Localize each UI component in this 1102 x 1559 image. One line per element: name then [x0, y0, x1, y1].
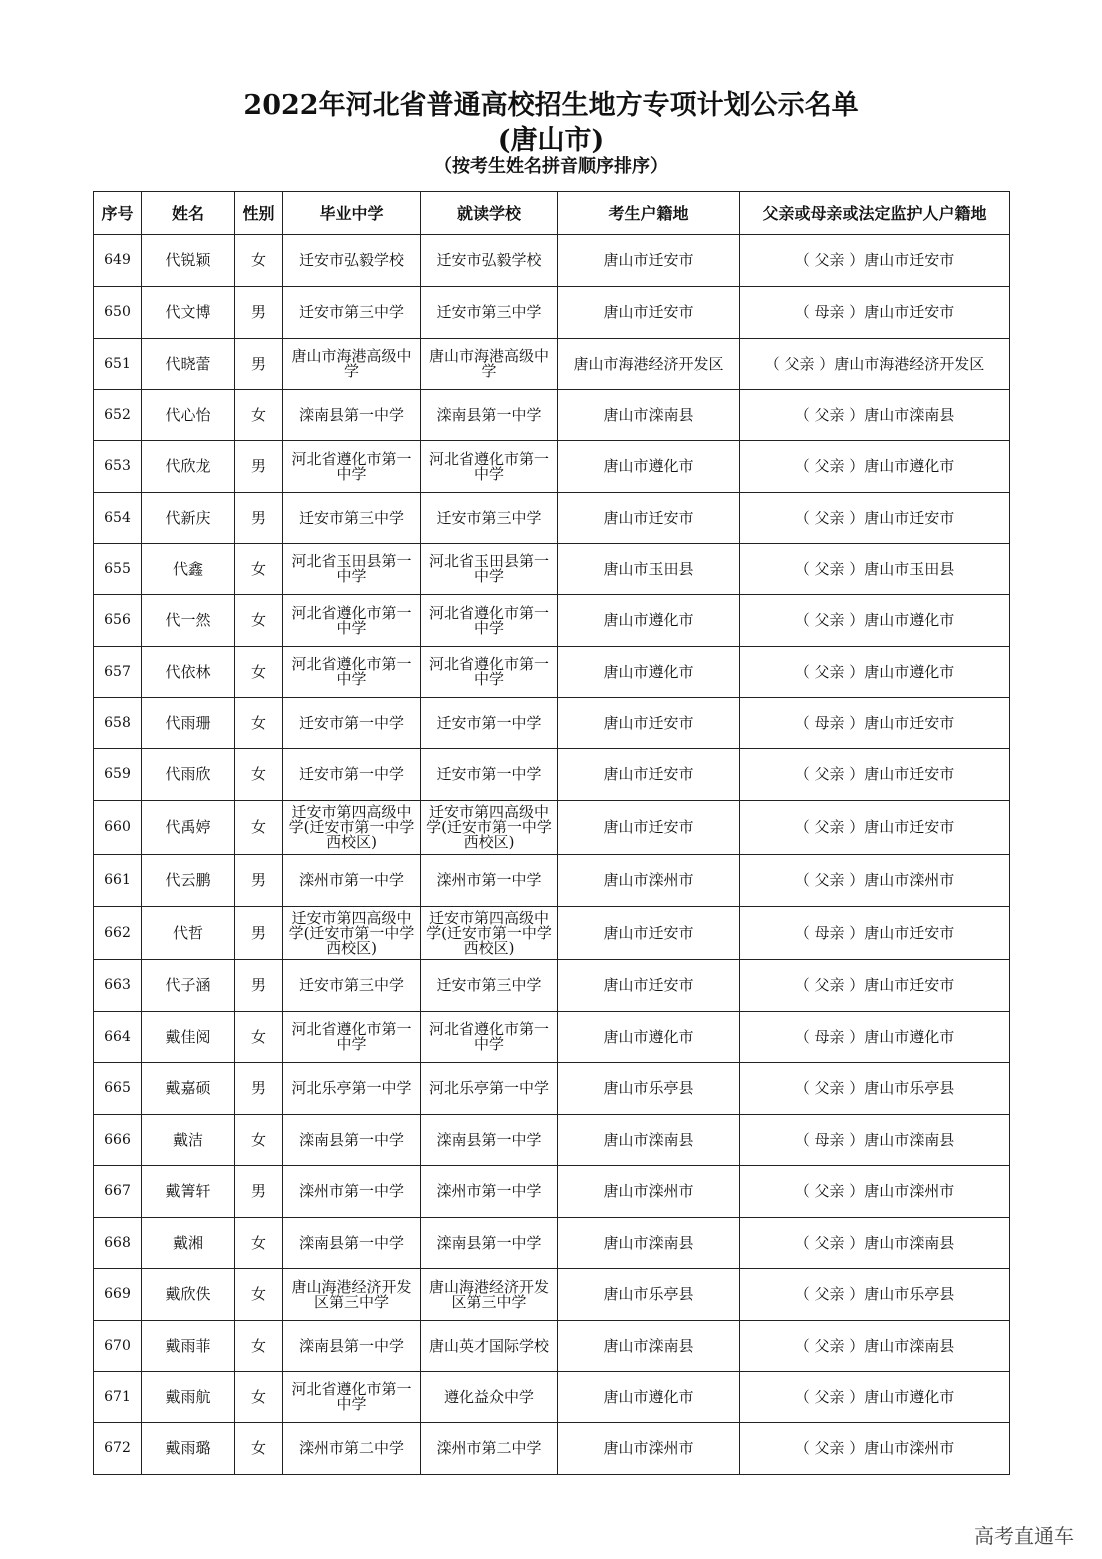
- cell-gender: 女: [235, 595, 283, 647]
- cell-current-school: 河北省玉田县第一中学: [421, 544, 558, 595]
- cell-graduation-school: 滦南县第一中学: [283, 1115, 421, 1166]
- table-row: [94, 1269, 1010, 1321]
- cell-current-school: 迁安市第四高级中学(迁安市第一中学西校区): [421, 907, 558, 960]
- cell-graduation-school: 迁安市第四高级中学(迁安市第一中学西校区): [283, 907, 421, 960]
- table-row: [94, 1166, 1010, 1218]
- cell-guardian-hukou: （ 母亲 ）唐山市迁安市: [740, 287, 1010, 339]
- roster-table: [93, 191, 1010, 1475]
- column-header-guardian-hukou: 父亲或母亲或法定监护人户籍地: [740, 192, 1010, 235]
- cell-student-hukou: 唐山市滦州市: [558, 855, 740, 907]
- column-header-name: 姓名: [142, 192, 235, 235]
- cell-name: 戴雨航: [142, 1372, 235, 1423]
- cell-gender: 女: [235, 390, 283, 441]
- cell-graduation-school: 滦南县第一中学: [283, 1218, 421, 1269]
- cell-name: 戴嘉硕: [142, 1063, 235, 1115]
- cell-student-hukou: 唐山市遵化市: [558, 647, 740, 698]
- cell-current-school: 迁安市第三中学: [421, 960, 558, 1012]
- cell-index: 655: [94, 544, 142, 595]
- cell-index: 650: [94, 287, 142, 339]
- cell-name: 代锐颖: [142, 235, 235, 287]
- cell-guardian-hukou: （ 父亲 ）唐山市迁安市: [740, 235, 1010, 287]
- cell-student-hukou: 唐山市迁安市: [558, 749, 740, 801]
- cell-index: 669: [94, 1269, 142, 1321]
- cell-gender: 女: [235, 1012, 283, 1063]
- cell-name: 戴雨菲: [142, 1321, 235, 1372]
- cell-current-school: 滦州市第一中学: [421, 855, 558, 907]
- cell-graduation-school: 滦州市第二中学: [283, 1423, 421, 1475]
- cell-student-hukou: 唐山市滦南县: [558, 390, 740, 441]
- cell-guardian-hukou: （ 母亲 ）唐山市遵化市: [740, 1012, 1010, 1063]
- table-row: [94, 595, 1010, 647]
- cell-index: 658: [94, 698, 142, 749]
- cell-current-school: 河北省遵化市第一中学: [421, 595, 558, 647]
- cell-index: 657: [94, 647, 142, 698]
- cell-name: 代文博: [142, 287, 235, 339]
- cell-index: 663: [94, 960, 142, 1012]
- table-row: [94, 1012, 1010, 1063]
- cell-index: 661: [94, 855, 142, 907]
- cell-guardian-hukou: （ 母亲 ）唐山市迁安市: [740, 907, 1010, 960]
- cell-graduation-school: 迁安市第三中学: [283, 287, 421, 339]
- table-row: [94, 441, 1010, 493]
- page-subtitle-sort-note: （按考生姓名拼音顺序排序）: [434, 156, 668, 177]
- cell-student-hukou: 唐山市迁安市: [558, 960, 740, 1012]
- cell-guardian-hukou: （ 父亲 ）唐山市遵化市: [740, 647, 1010, 698]
- cell-name: 代雨珊: [142, 698, 235, 749]
- table-row: [94, 1115, 1010, 1166]
- cell-current-school: 遵化益众中学: [421, 1372, 558, 1423]
- column-header-graduation-school: 毕业中学: [283, 192, 421, 235]
- cell-student-hukou: 唐山市迁安市: [558, 698, 740, 749]
- cell-guardian-hukou: （ 父亲 ）唐山市遵化市: [740, 1372, 1010, 1423]
- cell-graduation-school: 滦南县第一中学: [283, 390, 421, 441]
- cell-guardian-hukou: （ 父亲 ）唐山市迁安市: [740, 960, 1010, 1012]
- table-row: [94, 647, 1010, 698]
- table-row: [94, 390, 1010, 441]
- cell-index: 659: [94, 749, 142, 801]
- cell-current-school: 河北省遵化市第一中学: [421, 1012, 558, 1063]
- cell-name: 代雨欣: [142, 749, 235, 801]
- cell-guardian-hukou: （ 父亲 ）唐山市滦南县: [740, 1218, 1010, 1269]
- cell-graduation-school: 河北省遵化市第一中学: [283, 441, 421, 493]
- cell-gender: 女: [235, 1218, 283, 1269]
- table-row: [94, 339, 1010, 390]
- cell-gender: 女: [235, 801, 283, 855]
- cell-name: 代依林: [142, 647, 235, 698]
- cell-student-hukou: 唐山市遵化市: [558, 1372, 740, 1423]
- cell-index: 652: [94, 390, 142, 441]
- cell-gender: 女: [235, 647, 283, 698]
- cell-graduation-school: 滦南县第一中学: [283, 1321, 421, 1372]
- cell-graduation-school: 迁安市第三中学: [283, 493, 421, 544]
- cell-current-school: 迁安市第三中学: [421, 287, 558, 339]
- cell-guardian-hukou: （ 父亲 ）唐山市遵化市: [740, 441, 1010, 493]
- cell-gender: 女: [235, 1269, 283, 1321]
- cell-graduation-school: 迁安市弘毅学校: [283, 235, 421, 287]
- cell-name: 代心怡: [142, 390, 235, 441]
- cell-guardian-hukou: （ 父亲 ）唐山市滦南县: [740, 390, 1010, 441]
- cell-index: 662: [94, 907, 142, 960]
- cell-gender: 女: [235, 1321, 283, 1372]
- table-row: [94, 287, 1010, 339]
- cell-guardian-hukou: （ 父亲 ）唐山市海港经济开发区: [740, 339, 1010, 390]
- cell-index: 654: [94, 493, 142, 544]
- cell-student-hukou: 唐山市遵化市: [558, 1012, 740, 1063]
- cell-graduation-school: 河北乐亭第一中学: [283, 1063, 421, 1115]
- cell-index: 672: [94, 1423, 142, 1475]
- cell-name: 戴欣佚: [142, 1269, 235, 1321]
- cell-gender: 女: [235, 698, 283, 749]
- cell-gender: 男: [235, 493, 283, 544]
- table-row: [94, 801, 1010, 855]
- cell-current-school: 迁安市第一中学: [421, 698, 558, 749]
- cell-index: 665: [94, 1063, 142, 1115]
- cell-current-school: 河北省遵化市第一中学: [421, 647, 558, 698]
- cell-graduation-school: 滦州市第一中学: [283, 855, 421, 907]
- table-row: [94, 907, 1010, 960]
- column-header-student-hukou: 考生户籍地: [558, 192, 740, 235]
- cell-name: 戴雨璐: [142, 1423, 235, 1475]
- cell-name: 代鑫: [142, 544, 235, 595]
- cell-student-hukou: 唐山市迁安市: [558, 287, 740, 339]
- cell-student-hukou: 唐山市滦南县: [558, 1321, 740, 1372]
- cell-student-hukou: 唐山市乐亭县: [558, 1063, 740, 1115]
- cell-name: 代一然: [142, 595, 235, 647]
- cell-student-hukou: 唐山市海港经济开发区: [558, 339, 740, 390]
- table-row: [94, 1218, 1010, 1269]
- cell-student-hukou: 唐山市滦州市: [558, 1423, 740, 1475]
- cell-name: 代欣龙: [142, 441, 235, 493]
- cell-student-hukou: 唐山市迁安市: [558, 493, 740, 544]
- cell-guardian-hukou: （ 父亲 ）唐山市滦州市: [740, 855, 1010, 907]
- cell-current-school: 河北省遵化市第一中学: [421, 441, 558, 493]
- cell-graduation-school: 河北省遵化市第一中学: [283, 1012, 421, 1063]
- cell-guardian-hukou: （ 母亲 ）唐山市滦南县: [740, 1115, 1010, 1166]
- cell-name: 戴洁: [142, 1115, 235, 1166]
- column-header-index: 序号: [94, 192, 142, 235]
- cell-current-school: 迁安市第一中学: [421, 749, 558, 801]
- table-row: [94, 1321, 1010, 1372]
- cell-index: 670: [94, 1321, 142, 1372]
- cell-student-hukou: 唐山市遵化市: [558, 595, 740, 647]
- table-row: [94, 1372, 1010, 1423]
- cell-student-hukou: 唐山市迁安市: [558, 907, 740, 960]
- table-row: [94, 1423, 1010, 1475]
- cell-graduation-school: 滦州市第一中学: [283, 1166, 421, 1218]
- table-row: [94, 698, 1010, 749]
- cell-student-hukou: 唐山市迁安市: [558, 235, 740, 287]
- cell-gender: 男: [235, 287, 283, 339]
- cell-index: 660: [94, 801, 142, 855]
- page-subtitle-city: (唐山市): [497, 125, 605, 156]
- cell-current-school: 滦州市第一中学: [421, 1166, 558, 1218]
- cell-graduation-school: 河北省玉田县第一中学: [283, 544, 421, 595]
- cell-gender: 女: [235, 544, 283, 595]
- cell-student-hukou: 唐山市乐亭县: [558, 1269, 740, 1321]
- cell-guardian-hukou: （ 父亲 ）唐山市滦州市: [740, 1166, 1010, 1218]
- cell-index: 651: [94, 339, 142, 390]
- cell-graduation-school: 迁安市第一中学: [283, 749, 421, 801]
- cell-graduation-school: 唐山市海港高级中学: [283, 339, 421, 390]
- cell-name: 代晓蕾: [142, 339, 235, 390]
- page-title: 2022年河北省普通高校招生地方专项计划公示名单: [243, 90, 859, 121]
- cell-name: 戴箐轩: [142, 1166, 235, 1218]
- cell-graduation-school: 唐山海港经济开发区第三中学: [283, 1269, 421, 1321]
- cell-index: 664: [94, 1012, 142, 1063]
- cell-gender: 男: [235, 960, 283, 1012]
- table-row: [94, 235, 1010, 287]
- cell-guardian-hukou: （ 父亲 ）唐山市玉田县: [740, 544, 1010, 595]
- cell-index: 666: [94, 1115, 142, 1166]
- cell-current-school: 滦南县第一中学: [421, 1115, 558, 1166]
- table-header-row: [94, 192, 1010, 235]
- cell-name: 代禹婷: [142, 801, 235, 855]
- cell-gender: 男: [235, 855, 283, 907]
- cell-current-school: 迁安市第四高级中学(迁安市第一中学西校区): [421, 801, 558, 855]
- cell-graduation-school: 迁安市第三中学: [283, 960, 421, 1012]
- cell-graduation-school: 迁安市第四高级中学(迁安市第一中学西校区): [283, 801, 421, 855]
- table-row: [94, 855, 1010, 907]
- cell-student-hukou: 唐山市滦州市: [558, 1166, 740, 1218]
- cell-gender: 男: [235, 1166, 283, 1218]
- cell-gender: 女: [235, 1423, 283, 1475]
- cell-graduation-school: 河北省遵化市第一中学: [283, 595, 421, 647]
- cell-gender: 男: [235, 1063, 283, 1115]
- cell-guardian-hukou: （ 母亲 ）唐山市迁安市: [740, 698, 1010, 749]
- cell-current-school: 河北乐亭第一中学: [421, 1063, 558, 1115]
- watermark: 高考直通车: [974, 1524, 1074, 1548]
- cell-current-school: 滦州市第二中学: [421, 1423, 558, 1475]
- cell-index: 649: [94, 235, 142, 287]
- table-row: [94, 960, 1010, 1012]
- table-row: [94, 749, 1010, 801]
- cell-current-school: 唐山市海港高级中学: [421, 339, 558, 390]
- table-row: [94, 493, 1010, 544]
- cell-graduation-school: 河北省遵化市第一中学: [283, 647, 421, 698]
- cell-student-hukou: 唐山市滦南县: [558, 1218, 740, 1269]
- cell-guardian-hukou: （ 父亲 ）唐山市滦南县: [740, 1321, 1010, 1372]
- cell-current-school: 唐山海港经济开发区第三中学: [421, 1269, 558, 1321]
- cell-current-school: 滦南县第一中学: [421, 1218, 558, 1269]
- cell-guardian-hukou: （ 父亲 ）唐山市迁安市: [740, 801, 1010, 855]
- cell-guardian-hukou: （ 父亲 ）唐山市乐亭县: [740, 1063, 1010, 1115]
- cell-current-school: 滦南县第一中学: [421, 390, 558, 441]
- table-row: [94, 1063, 1010, 1115]
- cell-gender: 男: [235, 339, 283, 390]
- cell-current-school: 迁安市弘毅学校: [421, 235, 558, 287]
- cell-current-school: 迁安市第三中学: [421, 493, 558, 544]
- cell-index: 653: [94, 441, 142, 493]
- cell-index: 668: [94, 1218, 142, 1269]
- table-row: [94, 544, 1010, 595]
- cell-index: 656: [94, 595, 142, 647]
- cell-name: 代云鹏: [142, 855, 235, 907]
- cell-guardian-hukou: （ 父亲 ）唐山市迁安市: [740, 749, 1010, 801]
- cell-gender: 男: [235, 907, 283, 960]
- cell-student-hukou: 唐山市遵化市: [558, 441, 740, 493]
- cell-gender: 男: [235, 441, 283, 493]
- cell-gender: 女: [235, 235, 283, 287]
- cell-gender: 女: [235, 1372, 283, 1423]
- column-header-current-school: 就读学校: [421, 192, 558, 235]
- cell-name: 戴佳阅: [142, 1012, 235, 1063]
- cell-name: 代子涵: [142, 960, 235, 1012]
- cell-graduation-school: 迁安市第一中学: [283, 698, 421, 749]
- cell-guardian-hukou: （ 父亲 ）唐山市遵化市: [740, 595, 1010, 647]
- cell-student-hukou: 唐山市迁安市: [558, 801, 740, 855]
- cell-guardian-hukou: （ 父亲 ）唐山市乐亭县: [740, 1269, 1010, 1321]
- cell-gender: 女: [235, 1115, 283, 1166]
- cell-current-school: 唐山英才国际学校: [421, 1321, 558, 1372]
- cell-name: 代新庆: [142, 493, 235, 544]
- cell-index: 671: [94, 1372, 142, 1423]
- cell-guardian-hukou: （ 父亲 ）唐山市迁安市: [740, 493, 1010, 544]
- cell-gender: 女: [235, 749, 283, 801]
- cell-guardian-hukou: （ 父亲 ）唐山市滦州市: [740, 1423, 1010, 1475]
- cell-index: 667: [94, 1166, 142, 1218]
- cell-name: 代哲: [142, 907, 235, 960]
- cell-graduation-school: 河北省遵化市第一中学: [283, 1372, 421, 1423]
- cell-student-hukou: 唐山市玉田县: [558, 544, 740, 595]
- cell-student-hukou: 唐山市滦南县: [558, 1115, 740, 1166]
- cell-name: 戴湘: [142, 1218, 235, 1269]
- column-header-gender: 性别: [235, 192, 283, 235]
